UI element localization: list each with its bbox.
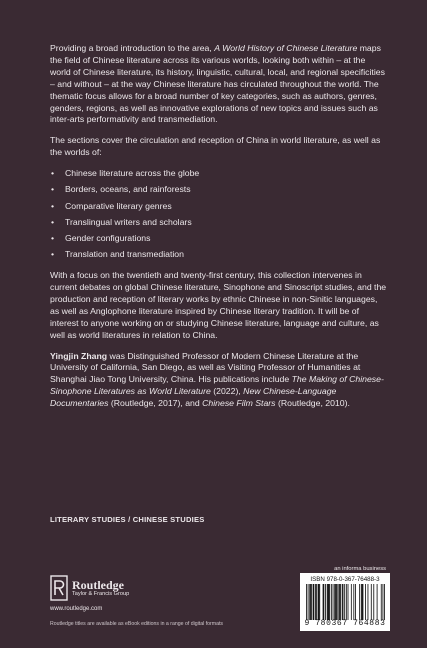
publisher-name: Routledge [72,578,124,592]
bullet-icon: • [51,168,55,179]
author-bio [50,351,387,411]
section-item [50,249,387,261]
intro-post: maps the field of Chinese literature across its various worlds, looking both within – at the world of Chinese literature, its history, linguistic, cultural, local, and regional specificities – and without – at the way Chinese literature has circulated throughout the world. The thematic focus allows for a broad number of key categories, such as authors, genres, genders, regions, as well as innovative explorations of new topics and issues such as inter-arts performativity and transmediation. [50,43,385,125]
subject-category: LITERARY STUDIES / CHINESE STUDIES [50,515,205,524]
bio-book-1: The Making of Chinese-Sinophone Literatures as World Literature [50,374,384,397]
barcode-number: 9 780367 764883 [304,619,386,628]
bio-text-2: (2022), [210,386,244,397]
intro-pre: Providing a broad introduction to the area, [50,43,215,53]
isbn-barcode [300,573,390,631]
routledge-r-icon [50,575,68,601]
bio-text-4: (Routledge, 2010). [275,398,350,409]
bio-text-3: (Routledge, 2017), and [108,398,203,409]
bio-book-3: Chinese Film Stars [202,398,276,409]
bullet-icon: • [51,249,55,260]
isbn-text: ISBN 978-0-367-76488-3 [310,576,380,583]
bullet-icon: • [51,184,55,195]
section-label: Borders, oceans, and rainforests [65,184,191,195]
blurb [50,43,387,419]
book-title: A World History of Chinese Literature [214,43,358,53]
section-label: Comparative literary genres [65,200,172,211]
publisher-url: www.routledge.com [50,606,103,612]
section-label: Translingual writers and scholars [65,216,192,227]
bio-text-1: was Distinguished Professor of Modern Chinese Literature at the University of California, San Diego, as well as Visiting Professor of Humanities at Shanghai Jiao Tong University, China. His publications include [50,350,361,385]
focus-paragraph: With a focus on the twentieth and twenty-first century, this collection intervenes in current debates on global Chinese literature, Sinophone and Sinoscript studies, and the production and reception of literary works by ethnic Chinese in non-Sinitic languages, as well as Anglophone literature inspired by Chinese literary tradition. It will be of interest to anyone working on or studying Chinese literature, language and culture, as well as world literatures in relation to China. [50,270,387,340]
section-list [50,168,387,261]
ebook-note: Routledge titles are available as eBook editions in a range of digital formats [50,621,224,627]
section-label: Gender configurations [65,232,151,243]
section-label: Translation and transmediation [65,249,184,260]
informa-label: an informa business [334,566,386,572]
intro-paragraph [50,43,387,126]
section-item [50,233,387,245]
bullet-icon: • [51,200,55,211]
sections-intro: The sections cover the circulation and reception of China in world literature, as well as the worlds of: [50,135,381,158]
publisher-group: Taylor & Francis Group [72,591,130,597]
author-name: Yingjin Zhang [50,350,108,361]
section-item [50,217,387,229]
section-item [50,184,387,196]
section-item [50,201,387,213]
bullet-icon: • [51,232,55,243]
bullet-icon: • [51,216,55,227]
bio-book-2: New Chinese-Language Documentaries [50,386,337,409]
section-item [50,168,387,180]
section-label: Chinese literature across the globe [65,168,200,179]
barcode-icon [306,584,385,620]
